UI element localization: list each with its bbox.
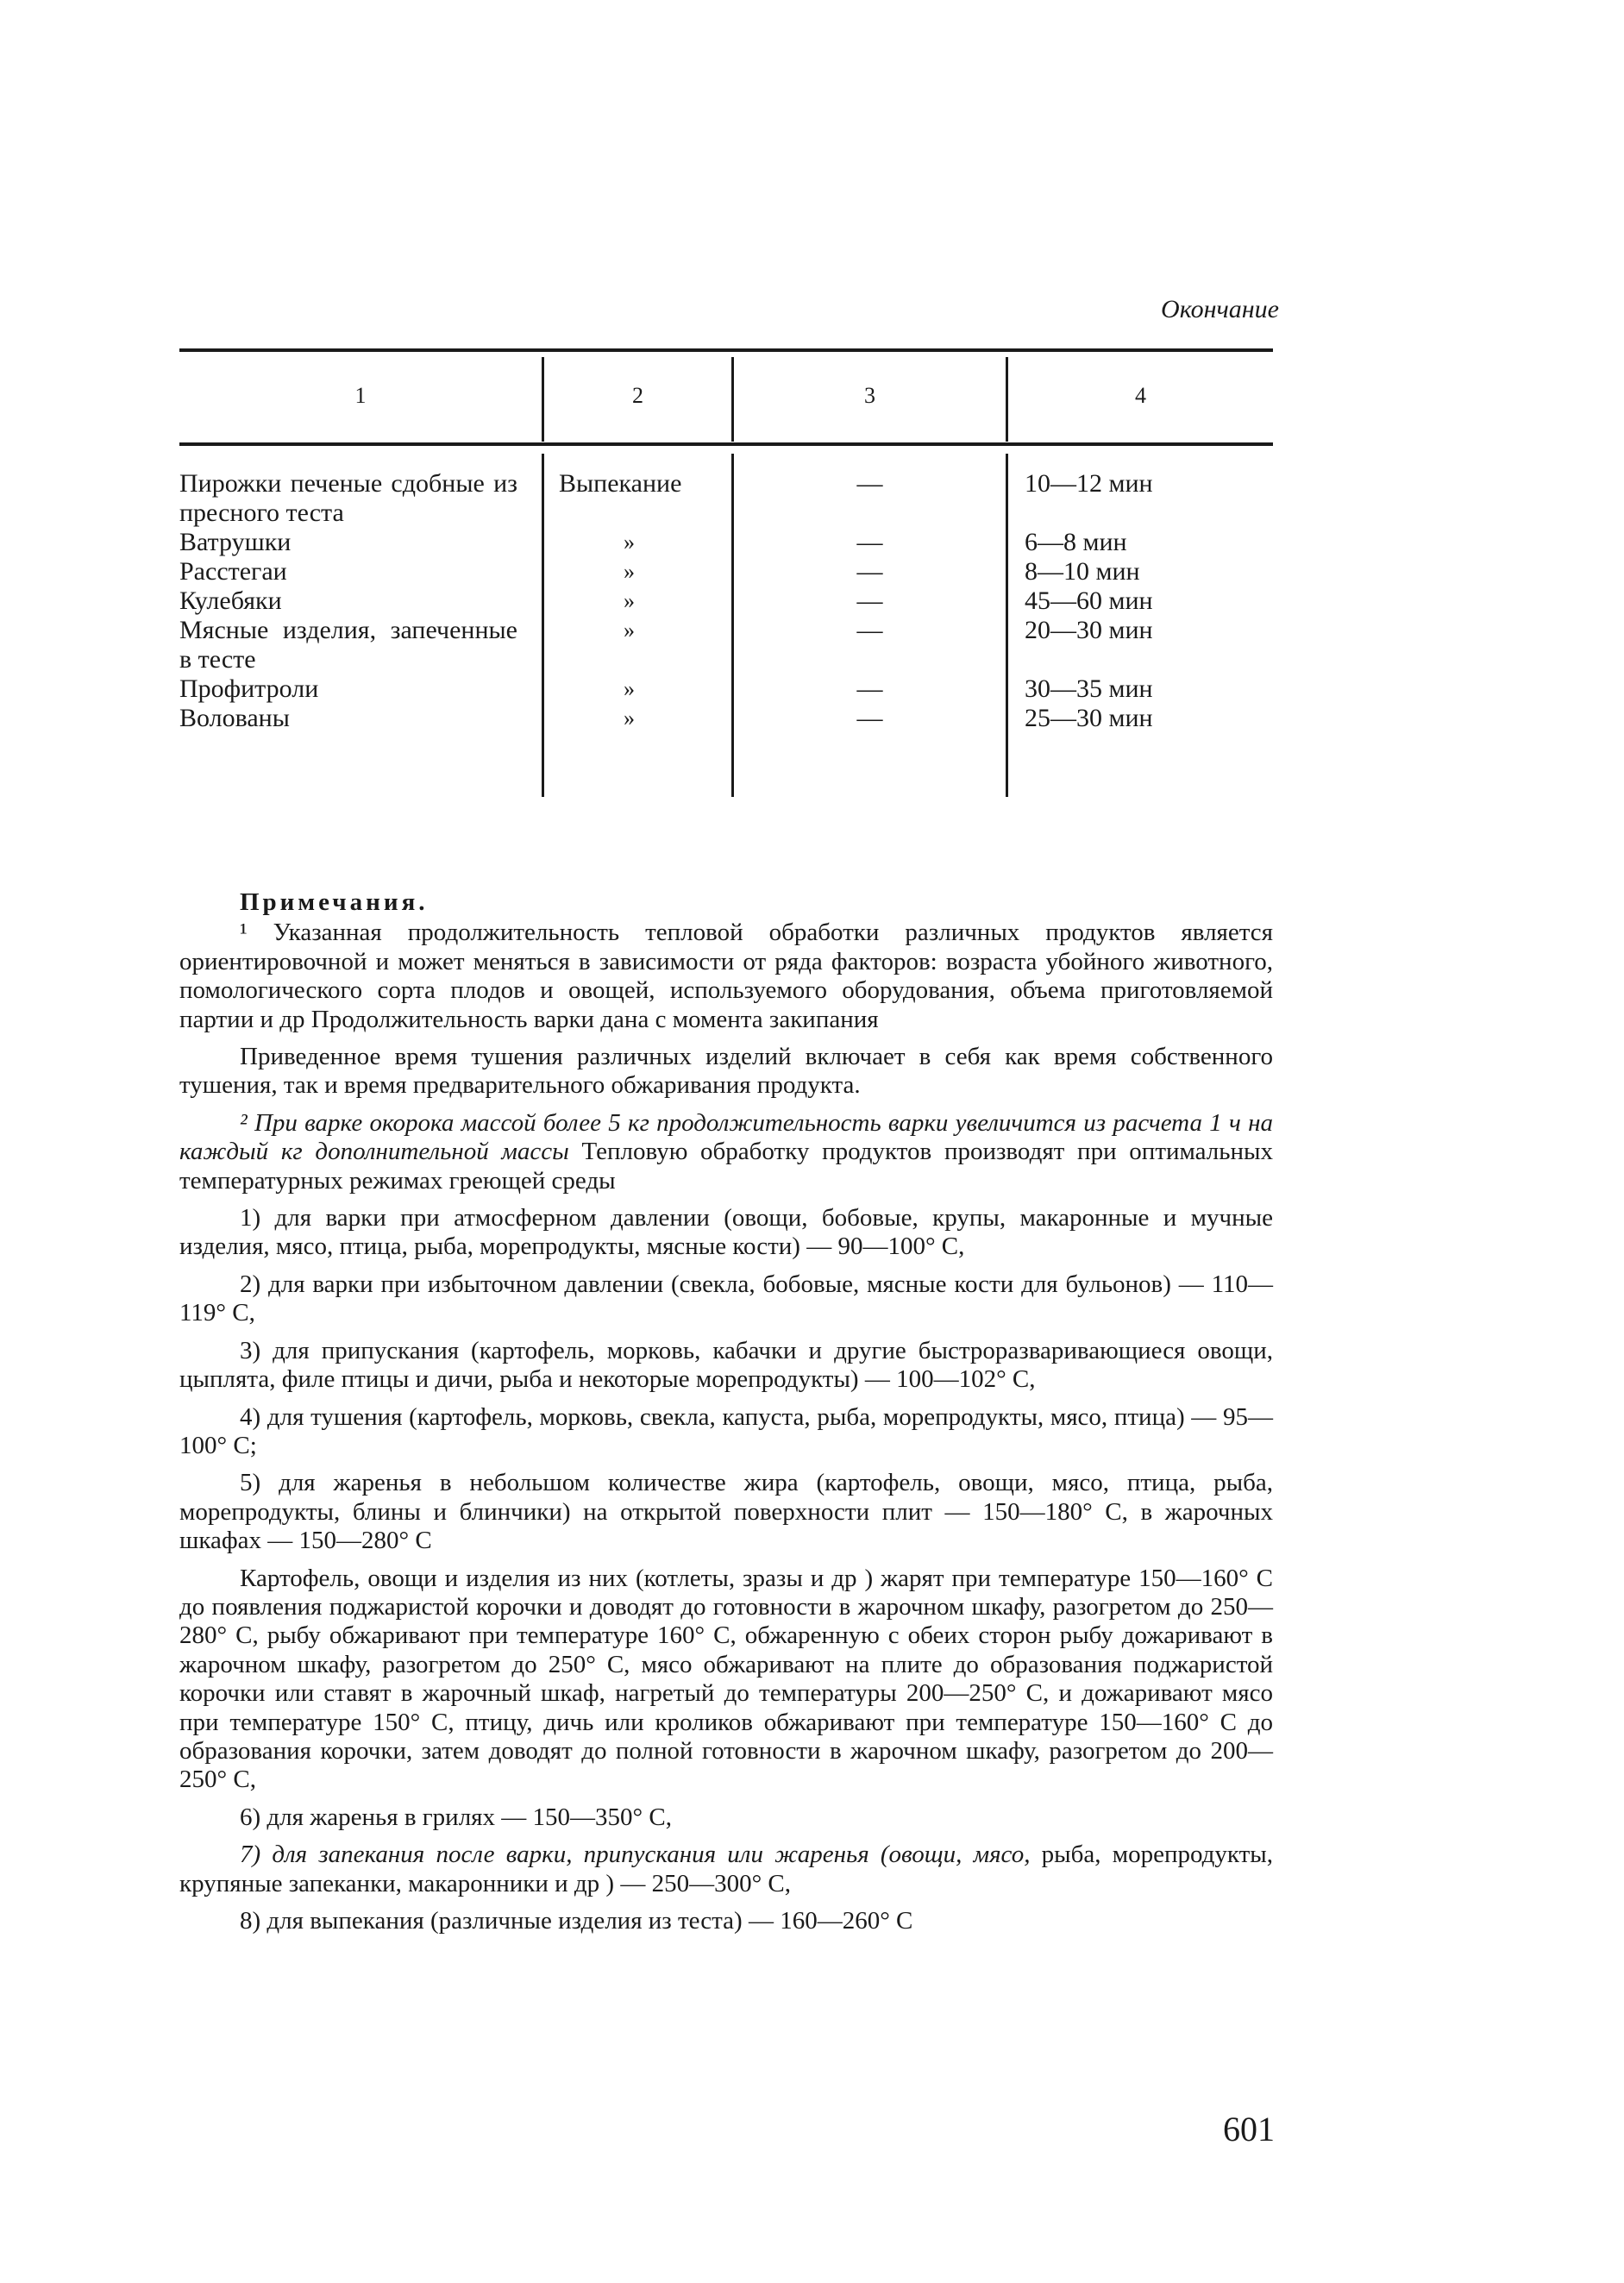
product-cell: Кулебяки: [179, 586, 282, 615]
note-2: [179, 1109, 1273, 1195]
method-cell: »: [624, 530, 635, 555]
method-cell: »: [624, 559, 635, 584]
regime-item-5: 5) для жаренья в небольшом количестве жира (картофель, овощи, мясо, птица, рыба, морепродукты, блины и блинчики) на открытой поверхности плит — 150—180° С, в жарочных шкафах — 150—280° С: [179, 1469, 1273, 1555]
table-row: [179, 557, 1273, 586]
col3-cell: —: [856, 616, 883, 644]
product-cell: Пирожки печеные сдобные из пресного теста: [179, 469, 517, 527]
col3-cell: —: [856, 469, 883, 498]
notes-title: Примечания.: [240, 888, 429, 916]
regime-item-6: 6) для жаренья в грилях — 150—350° С,: [240, 1803, 672, 1831]
product-cell: Профитроли: [179, 674, 319, 703]
table-row: [179, 528, 1273, 557]
regime-item-7-rest: рыба, морепродукты, крупяные запеканки, макаронники и др ) — 250—300° С,: [179, 1841, 1274, 1897]
continuation-label: Окончание: [1161, 295, 1279, 323]
note-stewing: Приведенное время тушения различных изделий включает в себя как время собственного тушения, так и время предварительного обжаривания продукта.: [179, 1043, 1273, 1100]
column-header-2: 2: [632, 383, 643, 408]
product-cell: Ватрушки: [179, 528, 292, 556]
frying-paragraph: Картофель, овощи и изделия из них (котлеты, зразы и др ) жарят при температуре 150—160° С до появления поджаристой корочки и доводят до готовности в жарочном шкафу, разогретом до 250—280° С, рыбу обжаривают при температуре 160° С, обжаренную с обеих сторон рыбу дожаривают в жарочном шкафу, разогретом до 250° С, мясо обжаривают на плите до образования поджаристой корочки или ставят в жарочный шкаф, нагретый до температуры 200—250° С, и дожаривают мясо при температуре 150° С, птицу, дичь или кроликов обжаривают при температуре 150—160° С до образования корочки, затем доводят до полной готовности в жарочном шкафу, разогретом до 200—250° С,: [179, 1564, 1273, 1794]
time-cell: 6—8 мин: [1025, 528, 1127, 556]
regime-item-7-italic: 7) для запекания после варки, припускания или жаренья (овощи, мясо,: [240, 1841, 1031, 1869]
product-cell: Мясные изделия, запеченные в тесте: [179, 616, 517, 674]
column-header-3: 3: [864, 383, 875, 408]
column-header-4: 4: [1135, 383, 1146, 408]
col3-cell: —: [856, 704, 883, 732]
table-row: [179, 469, 1273, 528]
note-2-rest: Тепловую обработку продуктов производят при оптимальных температурных режимах греющей среды: [179, 1138, 1273, 1195]
table-row: [179, 586, 1273, 616]
time-cell: 8—10 мин: [1025, 557, 1140, 586]
regime-item-4: 4) для тушения (картофель, морковь, свекла, капуста, рыба, морепродукты, мясо, птица) — 95—100° С;: [179, 1402, 1273, 1459]
product-cell: Расстегаи: [179, 557, 287, 586]
table-top-rule: [179, 348, 1273, 352]
method-cell: »: [624, 676, 635, 701]
time-cell: 30—35 мин: [1025, 674, 1153, 703]
page-number: 601: [1223, 2110, 1275, 2148]
col3-cell: —: [856, 586, 883, 615]
col3-cell: —: [856, 528, 883, 556]
method-cell: »: [624, 588, 635, 613]
col3-cell: —: [856, 674, 883, 703]
note-1: ¹ Указанная продолжительность тепловой обработки различных продуктов является ориентировочной и может меняться в зависимости от ряда факторов: возраста убойного животного, помологического сорта плодов и овощей, используемого оборудования, объема приготовляемой партии и др Продолжительность варки дана с момента закипания: [179, 919, 1273, 1033]
regime-item-3: 3) для припускания (картофель, морковь, кабачки и другие быстроразваривающиеся овощи, цыплята, филе птицы и дичи, рыба и некоторые морепродукты) — 100—102° С,: [179, 1336, 1273, 1394]
time-cell: 45—60 мин: [1025, 586, 1153, 615]
cooking-time-table: [179, 348, 1273, 797]
table-row: [179, 616, 1273, 674]
product-cell: Волованы: [179, 704, 290, 732]
note-2-italic: ² При варке окорока массой более 5 кг продолжительность варки увеличится из расчета 1 ч на каждый кг дополнительной массы: [179, 1108, 1273, 1166]
table-row: [179, 674, 1273, 704]
col3-cell: —: [856, 557, 883, 586]
regime-item-2: 2) для варки при избыточном давлении (свекла, бобовые, мясные кости для бульонов) — 110—119° С,: [179, 1270, 1273, 1327]
notes-section: [179, 888, 1273, 1935]
regime-item-1: 1) для варки при атмосферном давлении (овощи, бобовые, крупы, макаронные и мучные изделия, мясо, птица, рыба, морепродукты, мясные кости) — 90—100° С,: [179, 1204, 1273, 1261]
regime-item-7: [179, 1841, 1273, 1898]
table-row: [179, 704, 1273, 733]
time-cell: 10—12 мин: [1025, 469, 1153, 498]
time-cell: 25—30 мин: [1025, 704, 1153, 732]
column-header-1: 1: [354, 383, 367, 408]
method-cell: Выпекание: [559, 469, 682, 498]
regime-item-8: 8) для выпекания (различные изделия из теста) — 160—260° С: [240, 1907, 913, 1935]
table-header-rule: [179, 442, 1273, 446]
method-cell: »: [624, 618, 635, 643]
time-cell: 20—30 мин: [1025, 616, 1153, 644]
method-cell: »: [624, 706, 635, 731]
